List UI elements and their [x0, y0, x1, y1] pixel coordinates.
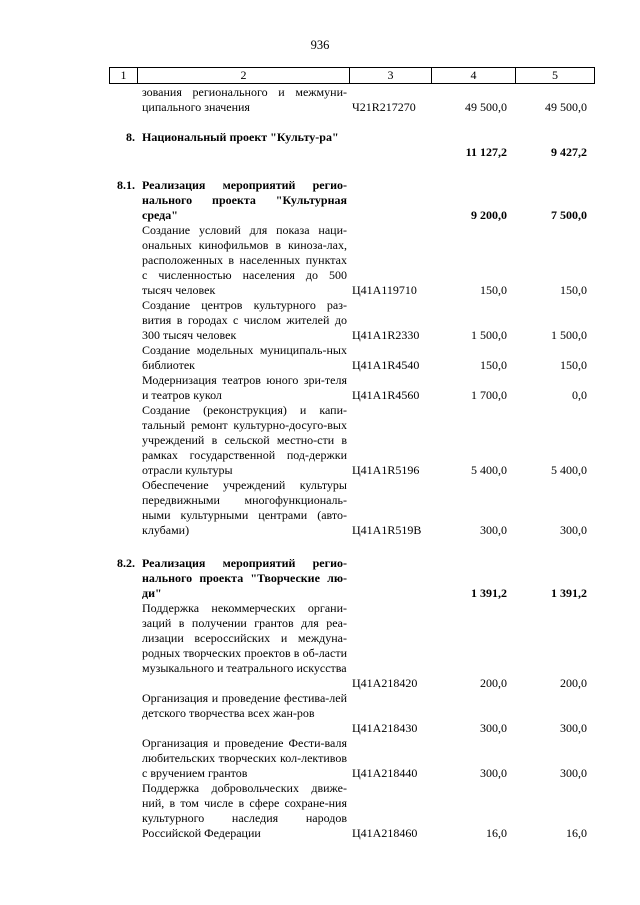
- row-code: Ц41А218460: [352, 826, 418, 840]
- row-code: Ц41А1R4540: [352, 358, 420, 372]
- row-name: Обеспечение учреждений культуры передвижными многофункциональ-ными культурными центрами (авто-клубами): [142, 478, 347, 537]
- row-name: Поддержка добровольческих движе-ний, в том числе в сфере сохране-ния культурного наследия народов Российской Федерации: [142, 781, 347, 840]
- row-value-col5: 150,0: [560, 283, 587, 297]
- row-name: Создание модельных муниципаль-ных библиотек: [142, 343, 347, 372]
- row-value-col4: 5 400,0: [471, 463, 507, 477]
- row-value-col5: 300,0: [560, 523, 587, 537]
- section-value-col4: 9 200,0: [471, 208, 507, 222]
- section-value-col4: 1 391,2: [471, 586, 507, 600]
- row-name: Организация и проведение фестива-лей детского творчества всех жан-ров: [142, 691, 347, 720]
- row-value-col5: 150,0: [560, 358, 587, 372]
- section-number: 8.: [126, 130, 135, 144]
- row-value-col4: 300,0: [480, 523, 507, 537]
- row-value-col5: 200,0: [560, 676, 587, 690]
- row-value-col4: 1 500,0: [471, 328, 507, 342]
- section-value-col5: 9 427,2: [551, 145, 587, 159]
- row-value-col4: 300,0: [480, 766, 507, 780]
- section-number: 8.2.: [117, 556, 135, 570]
- row-value-col4: 150,0: [480, 283, 507, 297]
- row-value-col5: 5 400,0: [551, 463, 587, 477]
- column-header-4: 4: [432, 68, 516, 84]
- row-value-col4: 49 500,0: [465, 100, 507, 114]
- row-value-col4: 16,0: [486, 826, 507, 840]
- row-value-col4: 200,0: [480, 676, 507, 690]
- row-value-col4: 150,0: [480, 358, 507, 372]
- row-value-col5: 49 500,0: [545, 100, 587, 114]
- section-value-col5: 7 500,0: [551, 208, 587, 222]
- row-name: Создание (реконструкция) и капи-тальный ремонт культурно-досуго-вых учреждений в сельской местно-сти в рамках государственной под-держки отрасли культуры: [142, 403, 347, 477]
- page-number: 936: [310, 38, 330, 52]
- row-code: Ц41А1R5196: [352, 463, 420, 477]
- row-name: зования регионального и межмуни-ципального значения: [142, 85, 347, 114]
- row-value-col5: 300,0: [560, 721, 587, 735]
- column-header-table: [109, 67, 595, 84]
- section-title: Реализация мероприятий регио-нального проекта "Культурная среда": [142, 178, 347, 222]
- row-value-col5: 1 500,0: [551, 328, 587, 342]
- row-value-col5: 300,0: [560, 766, 587, 780]
- row-value-col5: 16,0: [566, 826, 587, 840]
- row-name: Создание условий для показа наци-ональных кинофильмов в киноза-лах, расположенных в населенных пунктах с численностью населения до 500 тысяч человек: [142, 223, 347, 297]
- row-name: Поддержка некоммерческих органи-заций в получении грантов для реа-лизации всероссийских и междуна-родных творческих проектов в об-ласти музыкального и театрального искусства: [142, 601, 347, 675]
- section-number: 8.1.: [117, 178, 135, 192]
- section-title: Национальный проект "Культу-ра": [142, 130, 339, 144]
- row-code: Ц41А1R4560: [352, 388, 420, 402]
- column-header-1: 1: [110, 68, 138, 84]
- row-code: Ц41А218420: [352, 676, 418, 690]
- row-name: Создание центров культурного раз-вития в городах с числом жителей до 300 тысяч человек: [142, 298, 347, 342]
- section-title: Реализация мероприятий регио-нального проекта "Творческие лю-ди": [142, 556, 347, 600]
- column-header-2: 2: [138, 68, 350, 84]
- row-code: Ц41А218440: [352, 766, 418, 780]
- column-header-3: 3: [350, 68, 432, 84]
- row-name: Организация и проведение Фести-валя любительских творческих кол-лективов с вручением грантов: [142, 736, 347, 780]
- row-code: Ц41А218430: [352, 721, 418, 735]
- section-value-col5: 1 391,2: [551, 586, 587, 600]
- column-header-5: 5: [516, 68, 595, 84]
- row-code: Ц41А1R519В: [352, 523, 422, 537]
- row-value-col5: 0,0: [572, 388, 587, 402]
- row-code: Ч21R217270: [352, 100, 416, 114]
- row-name: Модернизация театров юного зри-теля и театров кукол: [142, 373, 347, 402]
- row-value-col4: 1 700,0: [471, 388, 507, 402]
- row-value-col4: 300,0: [480, 721, 507, 735]
- section-value-col4: 11 127,2: [465, 145, 507, 159]
- row-code: Ц41А119710: [352, 283, 417, 297]
- row-code: Ц41А1R2330: [352, 328, 420, 342]
